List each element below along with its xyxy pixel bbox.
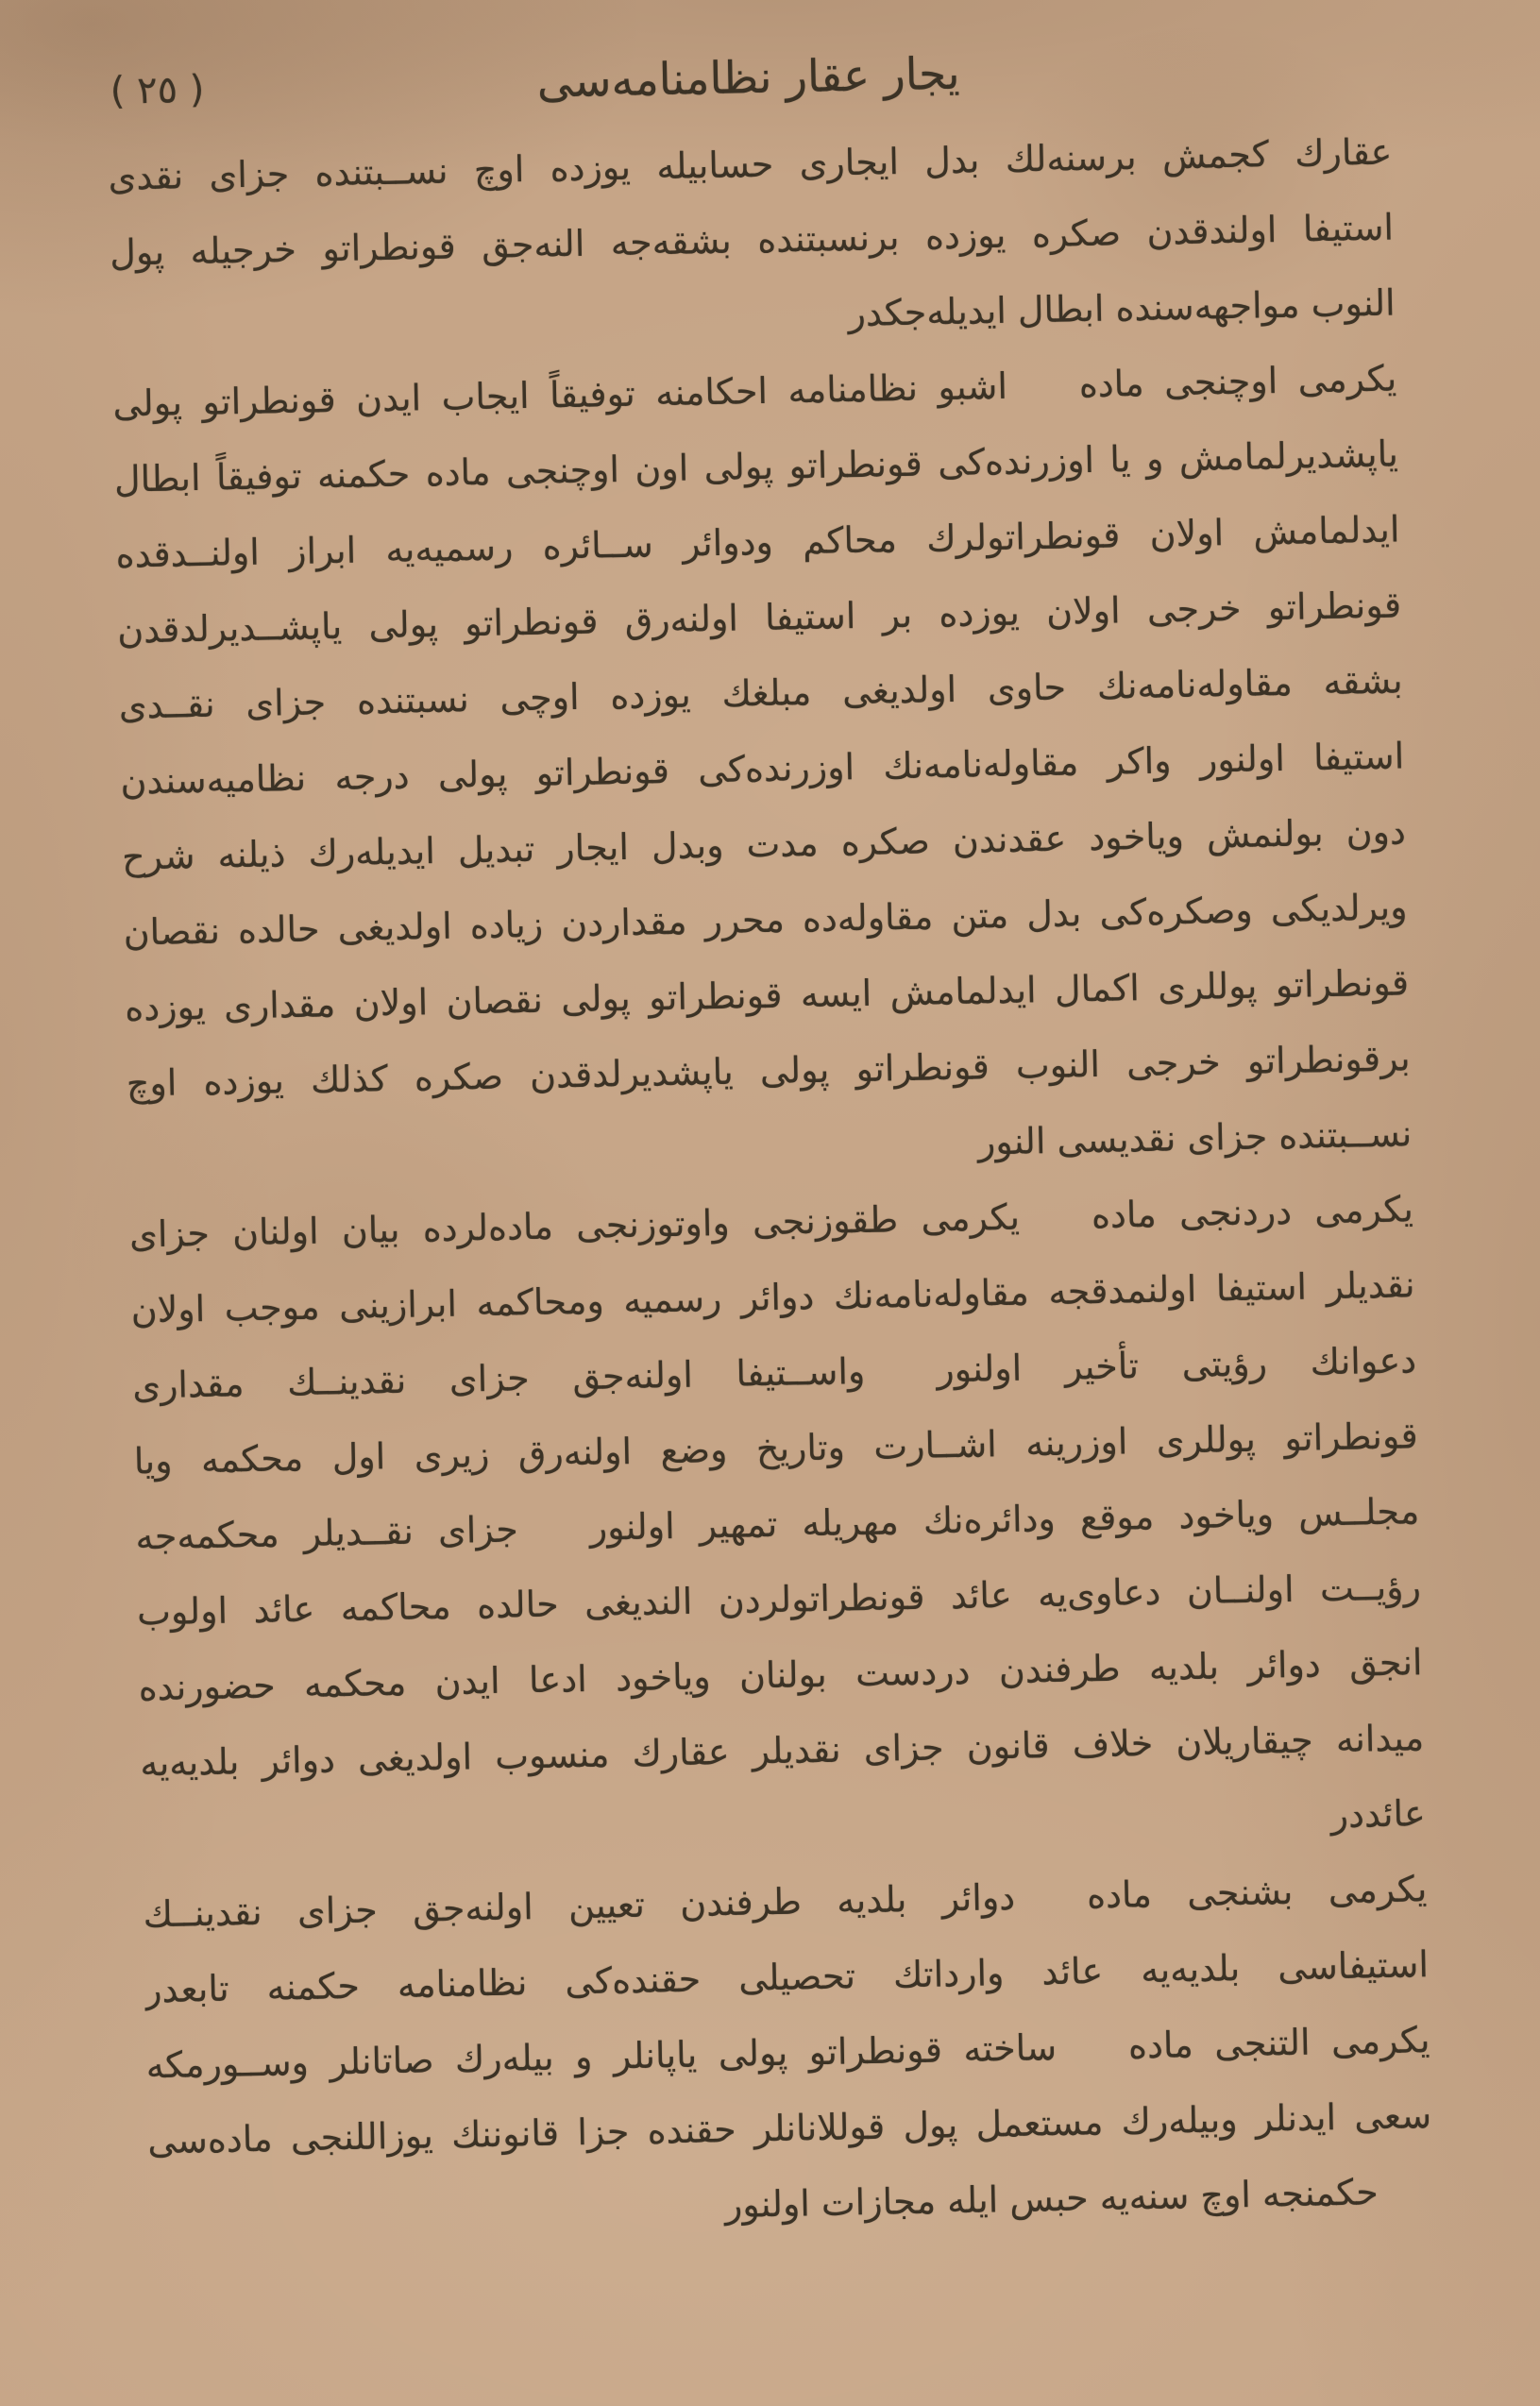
text-line: عائددر — [1330, 1792, 1427, 1837]
text-line: ميدانه چيقاريلان خلاف قانون جزاى نقديلر عقارك منسوب اولديغى دوائر بلديه‌يه — [139, 1717, 1425, 1785]
text-line: قونطراتو خرجى اولان يوزده بر استيفا اولنه‌رق قونطراتو پولى ياپشــديرلدقدن — [116, 584, 1402, 652]
text-line: استيفا اولنور واكر مقاوله‌نامه‌نك اوزرنده‌كى قونطراتو پولى درجه نظاميه‌سندن — [120, 735, 1405, 803]
text-line: استيفا اولندقدن صكره يوزده برنسبتنده بشقه‌جه النه‌جق قونطراتو خرجيله پول — [109, 206, 1395, 274]
text-line: ايدلمامش اولان قونطراتولرك محاكم ودوائر ســائره رسميه‌يه ابراز اولنــدقده — [115, 508, 1400, 576]
text-line: ياپشديرلمامش و يا اوزرنده‌كى قونطراتو پولى اون اوچنجى ماده حكمنه توفيقاً ابطال — [113, 432, 1399, 500]
text-line: نســبتنده جزاى نقديسى النور — [977, 1112, 1413, 1163]
text-line: قونطراتو پوللرى اكمال ايدلمامش ايسه قونطراتو پولى نقصان اولان مقدارى يوزده — [124, 961, 1410, 1029]
text-line: دعوانك رؤيتى تأخير اولنور واســتيفا اولنه‌جق جزاى نقدينــك مقدارى — [131, 1339, 1417, 1407]
text-line-article-25-start: يكرمى بشنجى ماده دوائر بلديه طرفندن تعيين اولنه‌جق جزاى نقدينــك — [143, 1868, 1428, 1936]
page-number: ( ٢٥ ) — [110, 67, 205, 113]
text-line: سعى ايدنلر وبيله‌رك مستعمل پول قوللانانلر حقنده جزا قانوننك يوزاللنجى ماده‌سى — [146, 2094, 1432, 2162]
text-line: انجق دوائر بلديه طرفندن دردست بولنان وياخود ادعا ايدن محكمه حضورنده — [138, 1641, 1423, 1709]
text-line: بشقه مقاوله‌نامه‌نك حاوى اولديغى مبلغك يوزده اوچى نسبتنده جزاى نقــدى — [118, 659, 1404, 727]
text-line: دون بولنمش وياخود عقدندن صكره مدت وبدل ايجار تبديل ايديله‌رك ذيلنه شرح — [121, 810, 1407, 878]
text-line: حكمنجه اوچ سنه‌يه حبس ايله مجازات اولنور — [724, 2171, 1379, 2227]
text-line: استيفاسى بلديه‌يه عائد وارداتك تحصيلى حقنده‌كى نظامنامه حكمنه تابعدر — [144, 1943, 1430, 2011]
text-line-article-24-start: يكرمى دردنجى ماده يكرمى طقوزنجى واوتوزنجى ماده‌لرده بيان اولنان جزاى — [128, 1188, 1414, 1256]
page-title: يجار عقار نظامنامه‌سى — [536, 47, 961, 109]
text-line: رؤيــت اولنــان دعاوى‌يه عائد قونطراتولردن النديغى حالده محاكمه عائد اولوب — [136, 1566, 1422, 1634]
page-content — [106, 31, 1433, 2255]
text-line-article-26-start: يكرمى التنجى ماده ساخته قونطراتو پولى ياپانلر و بيله‌رك صاتانلر وســورمكه — [145, 2019, 1430, 2087]
text-line: النوب مواجهه‌سنده ابطال ايديله‌جكدر — [848, 281, 1396, 335]
text-line-article-23-start: يكرمى اوچنجى ماده اشبو نظامنامه احكامنه توفيقاً ايجاب ايدن قونطراتو پولى — [112, 357, 1397, 425]
text-line: نقديلر استيفا اولنمدقجه مقاوله‌نامه‌نك دوائر رسميه ومحاكمه ابرازينى موجب اولان — [130, 1263, 1415, 1331]
text-line: مجلــس وياخود موقع ودائره‌نك مهريله تمهير اولنور جزاى نقــديلر محكمه‌جه — [135, 1490, 1420, 1558]
text-line: عقارك كجمش برسنه‌لك بدل ايجارى حسابيله يوزده اوچ نســبتنده جزاى نقدى — [108, 130, 1393, 198]
text-line: قونطراتو پوللرى اوزرينه اشــارت وتاريخ وضع اولنه‌رق زيرى اول محكمه ويا — [133, 1415, 1419, 1483]
text-line: ويرلديكى وصكره‌كى بدل متن مقاوله‌ده محرر مقداردن زياده اولديغى حالده نقصان — [123, 886, 1408, 954]
text-line: برقونطراتو خرجى النوب قونطراتو پولى ياپشديرلدقدن صكره كذلك يوزده اوچ — [126, 1037, 1412, 1105]
